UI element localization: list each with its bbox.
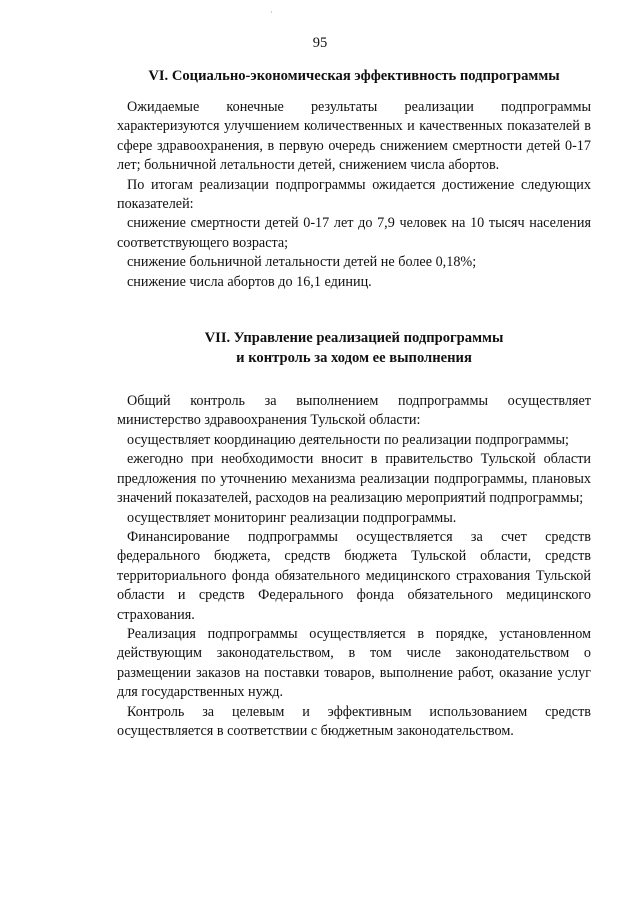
paragraph: осуществляет мониторинг реализации подпрограммы.: [127, 509, 457, 526]
section-7-heading: [117, 328, 591, 368]
paragraph: Контроль за целевым и эффективным использованием средств осуществляется в соответствии с бюджетным законодательством.: [117, 703, 591, 739]
paragraph: По итогам реализации подпрограммы ожидается достижение следующих показателей:: [117, 176, 591, 213]
paragraph: Общий контроль за выполнением подпрограммы осуществляет министерство здравоохранения Тульской области:: [117, 393, 591, 429]
section-7-title-line-2: и контроль за ходом ее выполнения: [236, 350, 472, 367]
paragraph: Реализация подпрограммы осуществляется в порядке, установленном действующим законодательством, в том числе законодательством о размещении заказов на поставки товаров, выполнение работ, оказание услуг для государственных нужд.: [117, 625, 591, 701]
paragraph: ежегодно при необходимости вносит в правительство Тульской области предложения по уточнению механизма реализации подпрограммы, плановых значений показателей, расходов на реализацию мероприятий подпрограммы;: [117, 451, 591, 507]
paragraph: снижение числа абортов до 16,1 единиц.: [127, 273, 372, 290]
page-number: 95: [312, 35, 328, 51]
section-7-title-line-1: VII. Управление реализацией подпрограммы: [204, 330, 504, 347]
section-6-body: [117, 98, 591, 292]
document-body: [117, 66, 591, 741]
paragraph: снижение смертности детей 0-17 лет до 7,9 человек на 10 тысяч населения соответствующего возраста;: [117, 215, 591, 251]
section-6-title: VI. Социально-экономическая эффективность подпрограммы: [148, 68, 560, 84]
section-6-heading: [117, 66, 591, 86]
paragraph: осуществляет координацию деятельности по реализации подпрограммы;: [127, 431, 569, 448]
paragraph: Финансирование подпрограммы осуществляется за счет средств федерального бюджета, средств бюджета Тульской области, средств территориального фонда обязательного медицинского страхования Тульской области и средств Федерального фонда обязательного медицинского страхования.: [117, 528, 591, 623]
paragraph: Ожидаемые конечные результаты реализации подпрограммы характеризуются улучшением количественных и качественных показателей в сфере здравоохранения, в первую очередь снижением смертности детей 0-17 лет; больничной летальности детей, снижением числа абортов.: [117, 99, 591, 174]
scan-mark: ·: [270, 8, 273, 17]
paragraph: снижение больничной летальности детей не более 0,18%;: [127, 254, 477, 271]
section-7-body: [117, 392, 591, 741]
